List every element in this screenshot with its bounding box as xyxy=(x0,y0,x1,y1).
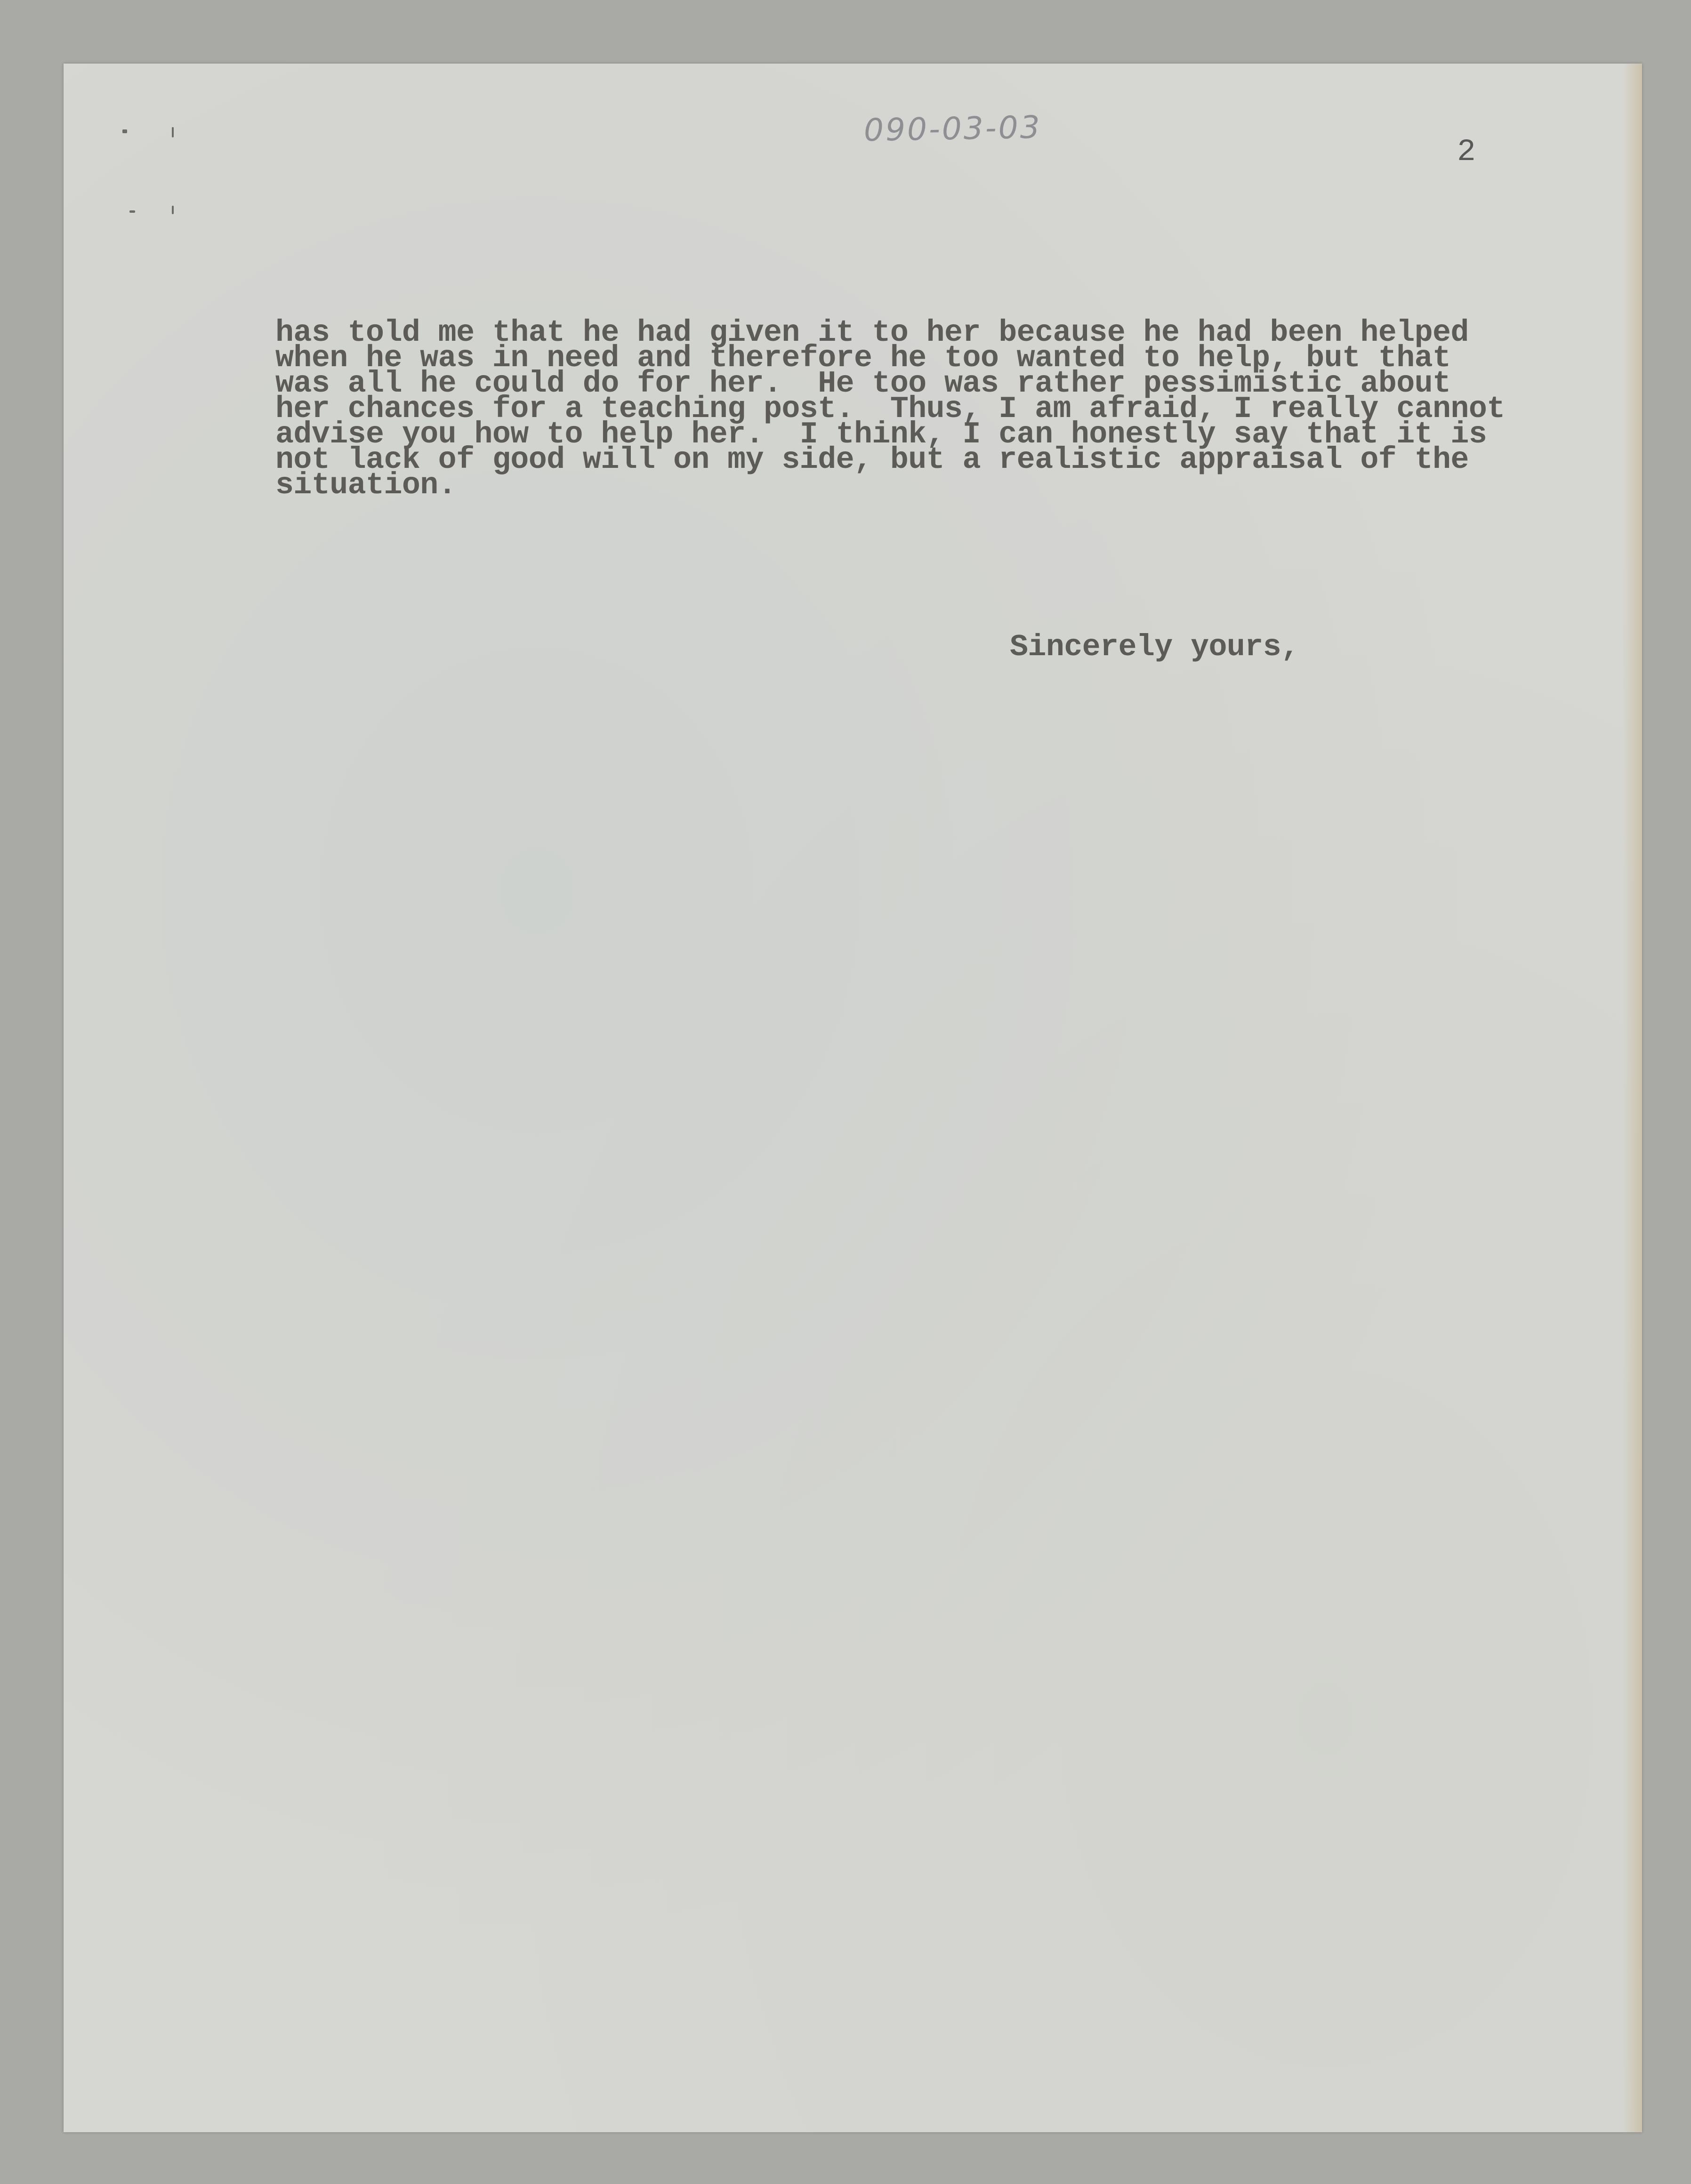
body-line: has told me that he had given it to her because he had been helped xyxy=(275,315,1469,350)
margin-mark xyxy=(129,210,135,213)
body-line: her chances for a teaching post. Thus, I am afraid, I really cannot xyxy=(275,392,1505,426)
body-line: was all he could do for her. He too was rather pessimistic about xyxy=(275,366,1451,401)
closing-salutation: Sincerely yours, xyxy=(1010,630,1299,665)
archive-reference: 090-03-03 xyxy=(863,109,1042,149)
margin-mark xyxy=(172,127,174,137)
body-line: situation. xyxy=(275,468,457,503)
margin-mark xyxy=(172,206,174,214)
body-line: not lack of good will on my side, but a realistic appraisal of the xyxy=(275,442,1469,477)
page-number: 2 xyxy=(1457,134,1476,169)
body-line: advise you how to help her. I think, I can honestly say that it is xyxy=(275,417,1487,452)
body-line: when he was in need and therefore he too wanted to help, but that xyxy=(275,341,1451,376)
letter-body xyxy=(275,315,1505,503)
margin-mark xyxy=(122,129,127,133)
paper-edge-discoloration xyxy=(1623,64,1642,2132)
